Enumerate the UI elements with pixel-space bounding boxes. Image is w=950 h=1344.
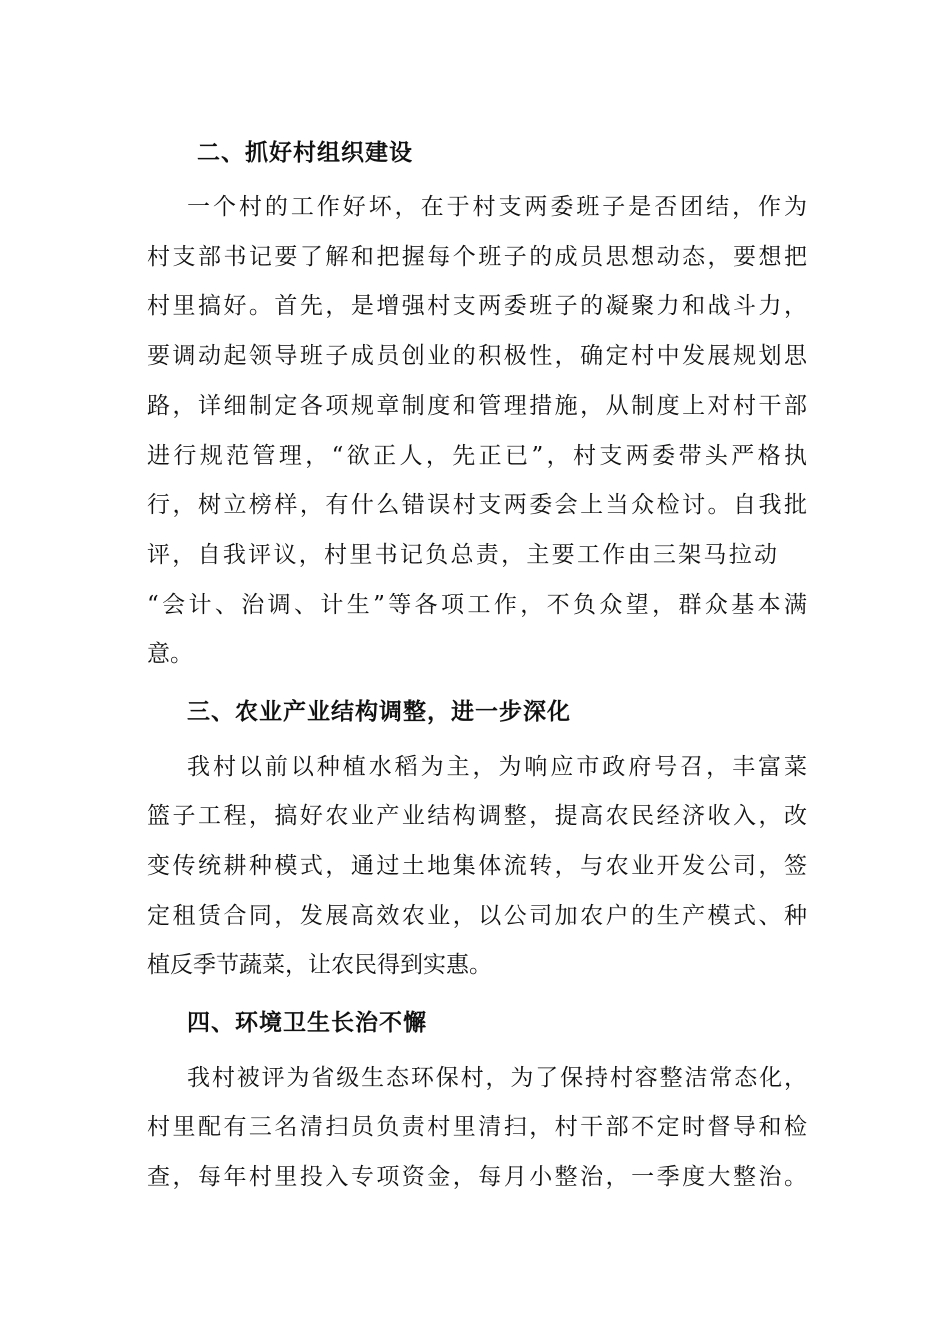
paragraph-line: 路，详细制定各项规章制度和管理措施，从制度上对村干部	[147, 393, 807, 419]
paragraph-line: 评，自我评议，村里书记负总责，主要工作由三架马拉动	[147, 542, 777, 568]
paragraph-line: 植反季节蔬菜，让农民得到实惠。	[147, 952, 492, 978]
paragraph-line: 村里搞好。首先，是增强村支两委班子的凝聚力和战斗力，	[147, 293, 807, 319]
paragraph-line: “会计、治调、计生”等各项工作，不负众望，群众基本满	[147, 592, 807, 618]
paragraph-line: 一个村的工作好坏，在于村支两委班子是否团结，作为	[187, 194, 807, 220]
section-heading: 三、农业产业结构调整，进一步深化	[187, 699, 571, 725]
section-heading: 二、抓好村组织建设	[197, 140, 413, 166]
paragraph-line: 进行规范管理，“欲正人，先正已”，村支两委带头严格执	[147, 443, 807, 469]
paragraph-line: 行，树立榜样，有什么错误村支两委会上当众检讨。自我批	[147, 492, 807, 518]
paragraph-line: 村支部书记要了解和把握每个班子的成员思想动态，要想把	[147, 244, 807, 270]
paragraph-line: 村里配有三名清扫员负责村里清扫，村干部不定时督导和检	[147, 1114, 807, 1140]
paragraph-line: 意。	[147, 641, 193, 667]
paragraph-line: 变传统耕种模式，通过土地集体流转，与农业开发公司，签	[147, 853, 807, 879]
paragraph-line: 我村以前以种植水稻为主，为响应市政府号召，丰富菜	[187, 754, 807, 780]
paragraph-line: 定租赁合同，发展高效农业，以公司加农户的生产模式、种	[147, 903, 807, 929]
paragraph-line: 篮子工程，搞好农业产业结构调整，提高农民经济收入，改	[147, 803, 807, 829]
paragraph-line: 查，每年村里投入专项资金，每月小整治，一季度大整治。	[147, 1164, 807, 1190]
paragraph-line: 我村被评为省级生态环保村，为了保持村容整洁常态化，	[187, 1065, 807, 1091]
section-heading: 四、环境卫生长治不懈	[187, 1010, 427, 1036]
paragraph-line: 要调动起领导班子成员创业的积极性，确定村中发展规划思	[147, 343, 807, 369]
